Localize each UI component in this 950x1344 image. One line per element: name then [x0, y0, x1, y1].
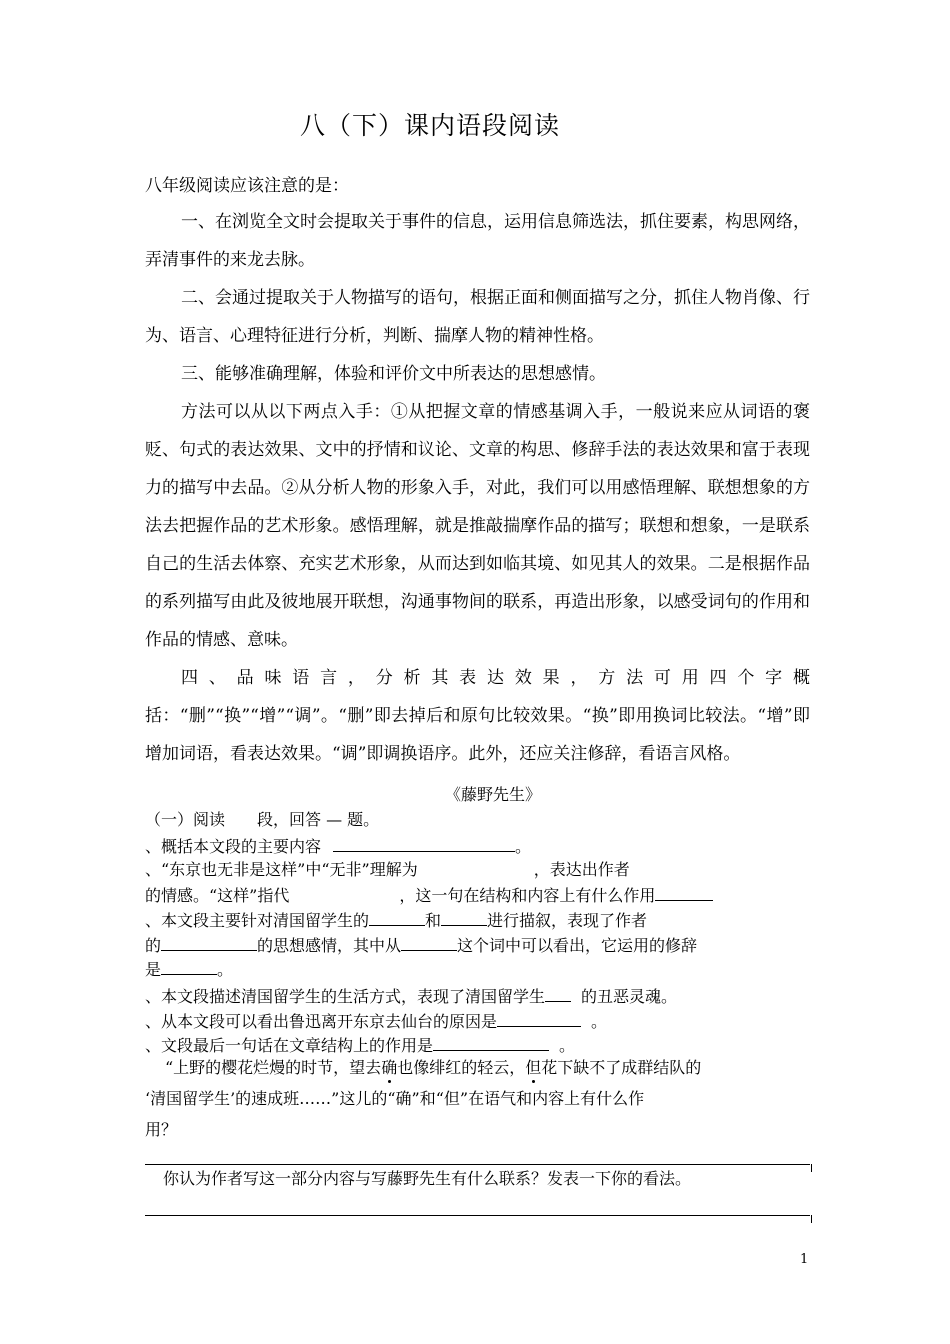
question-8: 你认为作者写这一部分内容与写藤野先生有什么联系？发表一下你的看法。: [163, 1169, 692, 1188]
question-1-text: 、概括本文段的主要内容: [145, 837, 322, 856]
question-4: [145, 983, 677, 1009]
question-5-text-b: 。: [591, 1012, 608, 1031]
intro-paragraph-2: 二、会通过提取关于人物描写的语句，根据正面和侧面描写之分，抓住人物肖像、行为、语言、心理特征进行分析，判断、揣摩人物的精神性格。: [145, 288, 810, 346]
question-6: [145, 1032, 575, 1058]
question-3-line-3: [145, 956, 233, 982]
question-1: [145, 833, 531, 859]
question-3-line-1: [145, 907, 647, 933]
question-3-text-b: 和: [425, 911, 442, 930]
question-3-text-f: 这个词中可以看出，它运用的修辞: [457, 936, 698, 955]
emphasis-char-dan: 但: [525, 1058, 542, 1077]
intro-paragraph-4: 方法可以从以下两点入手：①从把握文章的情感基调入手，一般说来应从词语的褒贬、句式的表达效果、文中的抒情和议论、文章的构思、修辞手法的表达效果和富于表现力的描写中去品。②从分析人物的形象入手，对此，我们可以用感悟理解、联想想象的方法去把握作品的艺术形象。感悟理解，就是推敲揣摩作品的描写；联想和想象，一是联系自己的生活去体察、充实艺术形象，从而达到如临其境、如见其人的效果。二是根据作品的系列描写由此及彼地展开联想，沟通事物间的联系，再造出形象，以感受词句的作用和作品的情感、意味。: [145, 402, 810, 650]
answer-blank[interactable]: [545, 983, 571, 1002]
question-3-text-a: 、本文段主要针对清国留学生的: [145, 911, 370, 930]
intro-lead: 八年级阅读应该注意的是：: [145, 176, 349, 196]
question-2-text-b: ，表达出作者: [533, 860, 630, 879]
question-5: [145, 1008, 607, 1034]
divider-line: [145, 1215, 810, 1216]
intro-paragraph-3: 三、能够准确理解，体验和评价文中所表达的思想感情。: [181, 364, 606, 384]
question-2-text-d: ，这一句在结构和内容上有什么作用: [399, 886, 656, 905]
question-3-text-c: 进行描叙，表现了作者: [487, 911, 648, 930]
answer-blank[interactable]: [433, 1032, 549, 1051]
question-7-text-c: 花下缺不了成群结队的: [541, 1058, 702, 1077]
question-7-line-3: 用？: [145, 1120, 178, 1139]
question-5-text-a: 、从本文段可以看出鲁迅离开东京去仙台的原因是: [145, 1012, 498, 1031]
page-title: 八（下）课内语段阅读: [300, 111, 561, 140]
answer-blank[interactable]: [497, 1008, 581, 1027]
intro-section: [145, 170, 810, 773]
question-6-text-a: 、文段最后一句话在文章结构上的作用是: [145, 1036, 434, 1055]
emphasis-char-que: 确: [381, 1058, 398, 1077]
page-number: 1: [800, 1252, 809, 1267]
question-6-text-b: 。: [559, 1036, 576, 1055]
answer-blank[interactable]: [333, 833, 515, 852]
section-title: 《藤野先生》: [445, 785, 542, 804]
answer-blank[interactable]: [441, 907, 487, 926]
question-2-line-1: [145, 858, 630, 882]
question-3-line-2: [145, 932, 697, 958]
question-2-text-a: 、“东京也无非是这样”中“无非”理解为: [145, 860, 418, 879]
question-2-text-c: 的情感。“这样”指代: [145, 886, 290, 905]
question-3-text-g: 是: [145, 960, 162, 979]
question-3-text-d: 的: [145, 936, 162, 955]
answer-blank[interactable]: [161, 956, 217, 975]
answer-blank[interactable]: [401, 932, 457, 951]
question-7-text-b: 也像绯红的轻云，: [397, 1058, 526, 1077]
question-2-line-2: [145, 882, 713, 908]
question-7-line-2: ‘清国留学生’的速成班……”这儿的“确”和“但”在语气和内容上有什么作: [145, 1089, 645, 1108]
question-7-text-a: “上野的樱花烂熳的时节，望去: [165, 1058, 382, 1077]
intro-paragraph-5: 四、品味语言，分析其表达效果，方法可用四个字概括：“删”“换”“增”“调”。“删”即去掉后和原句比较效果。“换”即用换词比较法。“增”即增加词语，看表达效果。“调”即调换语序。此外，还应关注修辞，看语言风格。: [145, 668, 810, 764]
divider-line: [145, 1164, 810, 1165]
question-7-line-1: [165, 1056, 701, 1080]
question-4-text-a: 、本文段描述清国留学生的生活方式，表现了清国留学生: [145, 987, 546, 1006]
answer-blank[interactable]: [161, 932, 257, 951]
question-3-text-e: 的思想感情，其中从: [257, 936, 402, 955]
question-3-text-h: 。: [217, 960, 234, 979]
intro-paragraph-1: 一、在浏览全文时会提取关于事件的信息，运用信息筛选法，抓住要素，构思网络，弄清事件的来龙去脉。: [145, 212, 810, 270]
answer-blank[interactable]: [369, 907, 425, 926]
section-header: （一）阅读 段，回答 — 题。: [145, 810, 380, 829]
question-1-end: 。: [515, 837, 532, 856]
answer-blank[interactable]: [655, 882, 713, 901]
question-4-text-b: 的丑恶灵魂。: [581, 987, 678, 1006]
